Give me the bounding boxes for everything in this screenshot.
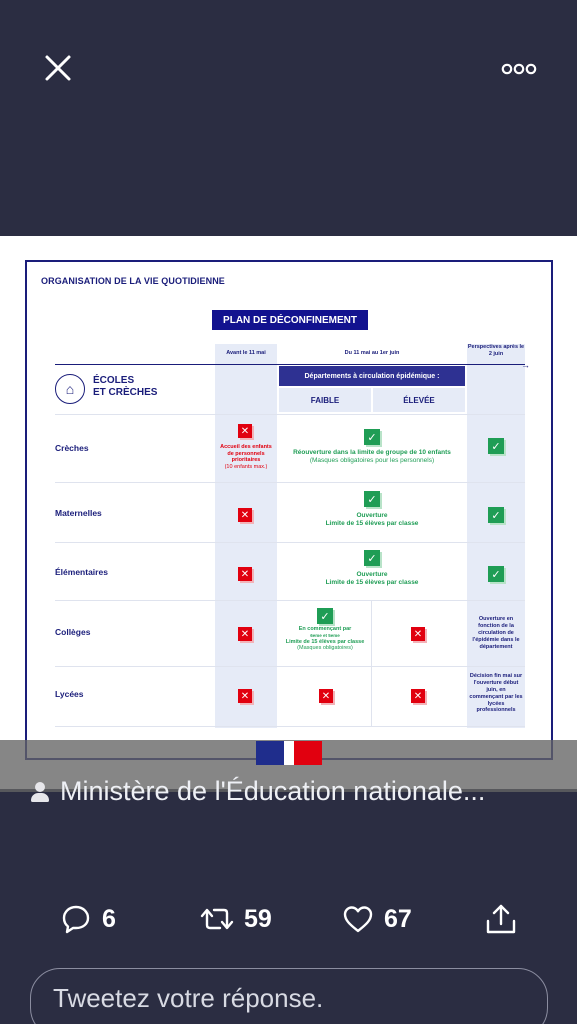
author-row[interactable] bbox=[30, 776, 485, 807]
cross-icon: ✕ bbox=[238, 567, 252, 581]
row-separator bbox=[55, 482, 525, 483]
timeline-line bbox=[55, 364, 525, 365]
row-separator bbox=[55, 600, 525, 601]
check-icon: ✓ bbox=[317, 608, 333, 624]
infographic-frame bbox=[25, 260, 553, 760]
row-label-elementaires: Élémentaires bbox=[55, 567, 108, 577]
tweet-actions bbox=[0, 896, 577, 946]
like-count: 67 bbox=[384, 904, 412, 933]
check-icon: ✓ bbox=[364, 429, 380, 445]
more-icon bbox=[496, 56, 542, 82]
row-label-creches: Crèches bbox=[55, 443, 89, 453]
share-icon bbox=[484, 902, 518, 936]
colleges-low-note: En commençant par 6eme et 5eme Limite de 15 élèves par classe (Masques obligatoires) bbox=[285, 626, 365, 652]
cross-icon: ✕ bbox=[238, 424, 252, 438]
check-icon: ✓ bbox=[488, 566, 504, 582]
lycees-after-note: Décision fin mai sur l'ouverture début juin, en commençant par les lycées professionnels bbox=[469, 673, 523, 714]
reply-icon bbox=[60, 903, 92, 935]
row-label-maternelles: Maternelles bbox=[55, 508, 102, 518]
cross-icon: ✕ bbox=[411, 689, 425, 703]
row-label-lycees: Lycées bbox=[55, 689, 84, 699]
circulation-label: Départements à circulation épidémique : bbox=[279, 366, 465, 386]
close-button[interactable] bbox=[38, 48, 78, 88]
french-flag-logo bbox=[256, 741, 322, 769]
column-before-bg bbox=[215, 344, 277, 728]
tweet-image[interactable] bbox=[0, 236, 577, 789]
more-options-button[interactable] bbox=[496, 56, 542, 82]
section-title: ÉCOLES ET CRÈCHES bbox=[93, 375, 158, 398]
creches-before-note: Accueil des enfants de personnels prioritaires (10 enfants max.) bbox=[220, 444, 272, 470]
author-name[interactable]: Ministère de l'Éducation nationale... bbox=[60, 776, 486, 806]
row-label-colleges: Collèges bbox=[55, 627, 91, 637]
retweet-button[interactable] bbox=[200, 896, 272, 942]
creches-during-note: Réouverture dans la limite de groupe de 10 enfants (Masques obligatoires pour les personnels) bbox=[293, 449, 451, 465]
check-icon: ✓ bbox=[488, 507, 504, 523]
row-separator bbox=[55, 666, 525, 667]
user-icon bbox=[30, 780, 50, 804]
check-icon: ✓ bbox=[364, 550, 380, 566]
timeline-arrow-icon: → bbox=[521, 360, 530, 370]
reply-box[interactable] bbox=[30, 968, 548, 1024]
header-high: ÉLEVÉE bbox=[373, 388, 465, 412]
elementaires-during-note: Ouverture Limite de 15 élèves par classe bbox=[325, 571, 419, 587]
column-divider bbox=[371, 600, 372, 726]
share-button[interactable] bbox=[484, 896, 518, 942]
top-bar bbox=[0, 0, 577, 236]
org-title: ORGANISATION DE LA VIE QUOTIDIENNE bbox=[41, 276, 225, 286]
header-after: Perspectives après le 2 juin bbox=[467, 344, 525, 357]
school-building-icon: ⌂ bbox=[55, 374, 85, 404]
retweet-icon bbox=[200, 903, 234, 935]
like-button[interactable] bbox=[342, 896, 412, 942]
row-separator bbox=[55, 542, 525, 543]
header-before: Avant le 11 mai bbox=[226, 350, 266, 356]
cross-icon: ✕ bbox=[319, 689, 333, 703]
check-icon: ✓ bbox=[364, 491, 380, 507]
heart-icon bbox=[342, 903, 374, 935]
row-separator bbox=[55, 726, 525, 727]
header-low: FAIBLE bbox=[279, 388, 371, 412]
column-after-bg bbox=[467, 344, 525, 728]
reply-input[interactable] bbox=[53, 983, 523, 1014]
maternelles-during-note: Ouverture Limite de 15 élèves par classe bbox=[325, 512, 419, 528]
plan-title: PLAN DE DÉCONFINEMENT bbox=[212, 310, 368, 330]
retweet-count: 59 bbox=[244, 904, 272, 933]
reply-count: 6 bbox=[102, 904, 116, 933]
header-during: Du 11 mai au 1er juin bbox=[344, 350, 400, 356]
colleges-after-note: Ouverture en fonction de la circulation de l'épidémie dans le département bbox=[472, 616, 520, 650]
check-icon: ✓ bbox=[488, 438, 504, 454]
cross-icon: ✕ bbox=[238, 689, 252, 703]
reply-button[interactable] bbox=[60, 896, 116, 942]
close-icon bbox=[38, 48, 78, 88]
cross-icon: ✕ bbox=[411, 627, 425, 641]
row-separator bbox=[55, 414, 525, 415]
cross-icon: ✕ bbox=[238, 508, 252, 522]
cross-icon: ✕ bbox=[238, 627, 252, 641]
